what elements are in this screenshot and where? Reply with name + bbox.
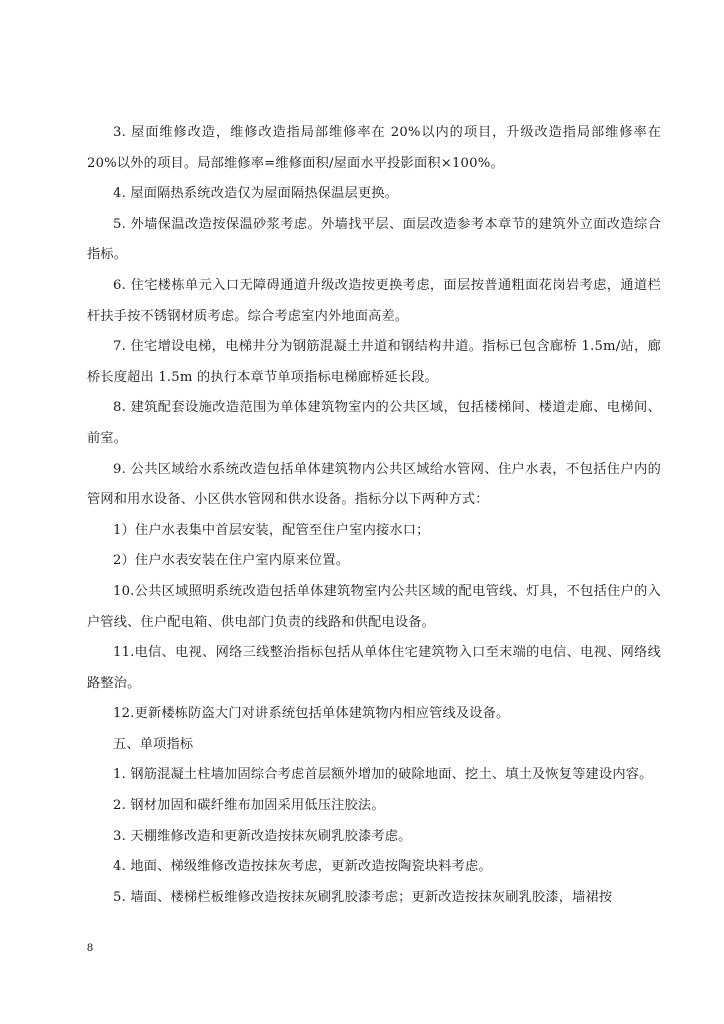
paragraph-s4-floor: 4. 地面、梯级维修改造按抹灰考虑，更新改造按陶瓷块料考虑。	[113, 859, 492, 875]
paragraph-7-elevator: 7. 住宅增设电梯，电梯井分为钢筋混凝土井道和钢结构井道。指标已包含廊桥 1.5m/站，廊桥长度超出 1.5m 的执行本章节单项指标电梯廊桥延长段。	[87, 339, 661, 385]
list-item-2-meter-in-unit: 2）住户水表安装在住户室内原来位置。	[113, 553, 350, 569]
section-heading-5: 五、单项指标	[113, 736, 194, 752]
paragraph-9-water-supply: 9. 公共区域给水系统改造包括单体建筑物内公共区域给水管网、住户水表，不包括住户内的管网和用水设备、小区供水管网和供水设备。指标分以下两种方式：	[87, 461, 661, 508]
document-body	[87, 118, 661, 913]
paragraph-6-accessible-entrance: 6. 住宅楼栋单元入口无障碍通道升级改造按更换考虑，面层按普通粗面花岗岩考虑，通道栏杆扶手按不锈钢材质考虑。综合考虑室内外地面高差。	[87, 277, 661, 324]
paragraph-11-three-lines: 11.电信、电视、网络三线整治指标包括从单体住宅建筑物入口至末端的电信、电视、网络线路整治。	[87, 645, 661, 691]
page-number: 8	[87, 940, 93, 954]
paragraph-3-roof-repair: 3. 屋面维修改造，维修改造指局部维修率在 20%以内的项目，升级改造指局部维修率在 20%以外的项目。局部维修率=维修面积/屋面水平投影面积×100%。	[87, 125, 661, 171]
paragraph-s3-ceiling: 3. 天棚维修改造和更新改造按抹灰刷乳胶漆考虑。	[113, 828, 412, 844]
paragraph-4-roof-insulation: 4. 屋面隔热系统改造仅为屋面隔热保温层更换。	[113, 186, 399, 202]
list-item-1-meter-ground-floor: 1）住户水表集中首层安装，配管至住户室内接水口；	[113, 522, 430, 538]
paragraph-s5-wall: 5. 墙面、楼梯栏板维修改造按抹灰刷乳胶漆考虑；更新改造按抹灰刷乳胶漆，墙裙按	[113, 889, 613, 905]
paragraph-10-lighting: 10.公共区域照明系统改造包括单体建筑物室内公共区域的配电管线、灯具，不包括住户的入户管线、住户配电箱、供电部门负责的线路和供配电设备。	[87, 583, 661, 630]
paragraph-8-facilities: 8. 建筑配套设施改造范围为单体建筑物室内的公共区域，包括楼梯间、楼道走廊、电梯间、前室。	[87, 400, 661, 446]
paragraph-12-security-door: 12.更新楼栋防盗大门对讲系统包括单体建筑物内相应管线及设备。	[113, 706, 510, 722]
paragraph-5-exterior-wall: 5. 外墙保温改造按保温砂浆考虑。外墙找平层、面层改造参考本章节的建筑外立面改造综合指标。	[87, 216, 661, 263]
paragraph-s2-steel-carbon-fiber: 2. 钢材加固和碳纤维布加固采用低压注胶法。	[113, 798, 385, 814]
paragraph-s1-concrete-reinforcement: 1. 钢筋混凝土柱墙加固综合考虑首层额外增加的破除地面、挖土、填土及恢复等建设内容。	[113, 767, 653, 783]
